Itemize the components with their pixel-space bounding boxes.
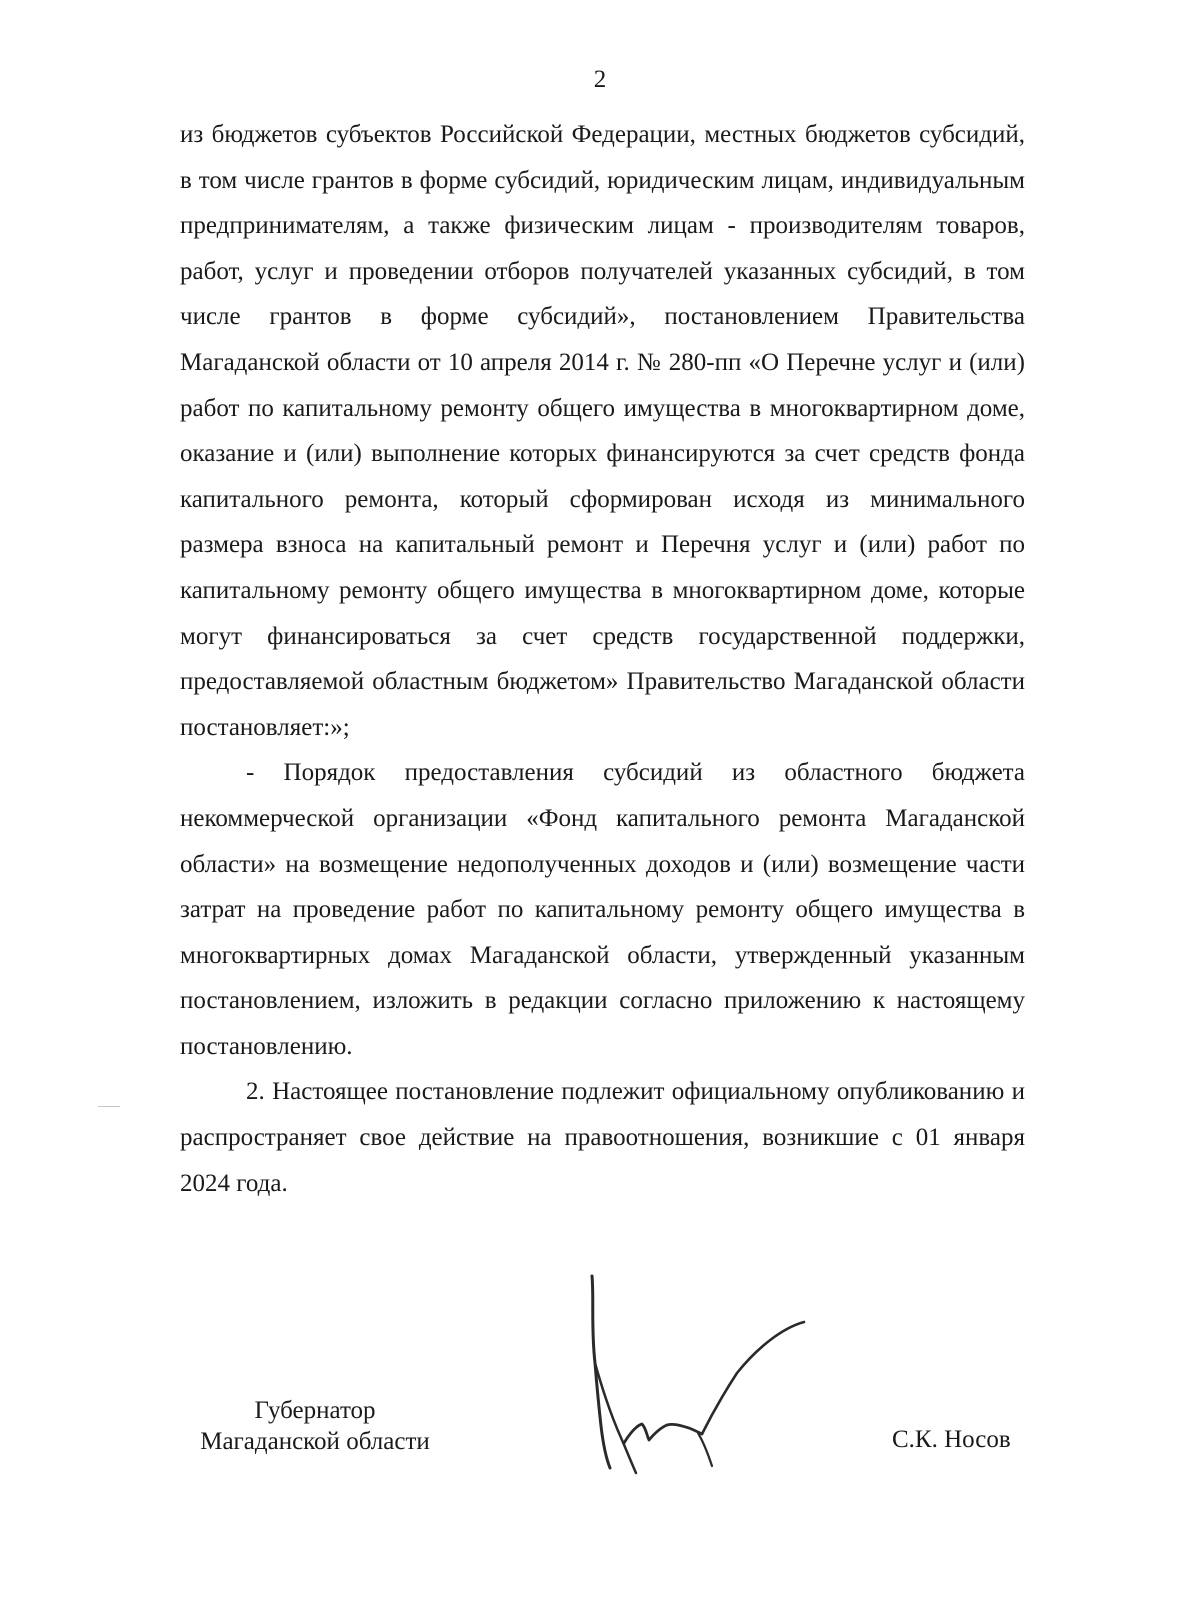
signer-position-line-2: Магаданской области <box>200 1428 430 1455</box>
paragraph-continuation: из бюджетов субъектов Российской Федерации, местных бюджетов субсидий, в том числе грантов в форме субсидий, юридическим лицам, индивидуальным предпринимателям, а также физическим лицам - производителям товаров, работ, услуг и проведении отборов получателей указанных субсидий, в том числе грантов в форме субсидий», постановлением Правительства Магаданской области от 10 апреля 2014 г. № 280-пп «О Перечне услуг и (или) работ по капитальному ремонту общего имущества в многоквартирном доме, оказание и (или) выполнение которых финансируются за счет средств фонда капитального ремонта, который сформирован исходя из минимального размера взноса на капитальный ремонт и Перечня услуг и (или) работ по капитальному ремонту общего имущества в многоквартирном доме, которые могут финансироваться за счет средств государственной поддержки, предоставляемой областным бюджетом» Правительство Магаданской области постановляет:»; <box>180 121 1025 741</box>
signature-stroke-tail <box>702 1322 804 1434</box>
handwritten-signature <box>572 1268 822 1518</box>
document-body <box>180 112 1025 1206</box>
signature-stroke-main <box>592 1276 610 1468</box>
paragraph-effective-date: 2. Настоящее постановление подлежит официальному опубликованию и распространяет свое действие на правоотношения, возникшие с 01 января 2024 года. <box>180 1078 1025 1197</box>
paragraph-procedure-amendment: - Порядок предоставления субсидий из областного бюджета некоммерческой организации «Фонд капитального ремонта Магаданской области» на возмещение недополученных доходов и (или) возмещение части затрат на проведение работ по капитальному ремонту общего имущества в многоквартирных домах Магаданской области, утвержденный указанным постановлением, изложить в редакции согласно приложению к настоящему постановлению. <box>180 759 1025 1060</box>
scan-mark <box>98 1106 120 1107</box>
page-number: 2 <box>593 66 607 93</box>
signer-position <box>180 1395 450 1457</box>
signer-position-line-1: Губернатор <box>254 1397 376 1424</box>
signature-stroke-hook <box>698 1433 712 1466</box>
signature-stroke-loop <box>624 1424 702 1443</box>
signer-name: С.К. Носов <box>892 1426 1011 1453</box>
